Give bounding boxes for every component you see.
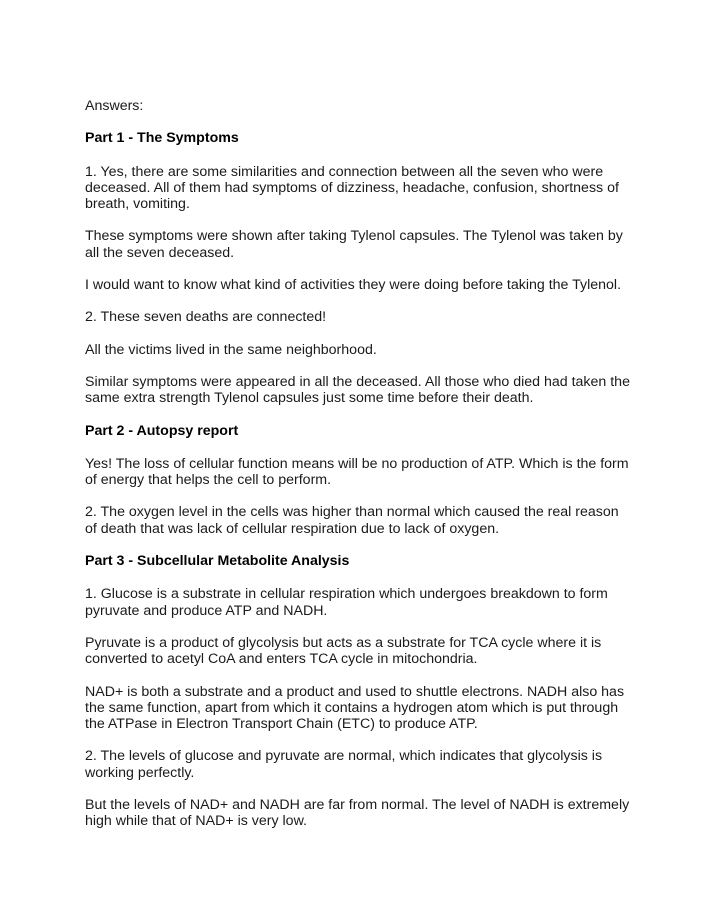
part1-paragraph: Similar symptoms were appeared in all the deceased. All those who died had taken the same extra strength Tylenol capsules just some time before their death. xyxy=(85,373,630,407)
part3-paragraph: NAD+ is both a substrate and a product and used to shuttle electrons. NADH also has the same function, apart from which it contains a hydrogen atom which is put through the ATPase in Electron Transport Chain (ETC) to produce ATP. xyxy=(85,683,625,733)
part3-heading: Part 3 - Subcellular Metabolite Analysis xyxy=(85,553,350,570)
part1-paragraph: All the victims lived in the same neighborhood. xyxy=(85,341,377,358)
part1-heading: Part 1 - The Symptoms xyxy=(85,130,239,147)
part2-heading: Part 2 - Autopsy report xyxy=(85,422,239,439)
part3-paragraph: But the levels of NAD+ and NADH are far from normal. The level of NADH is extremely high while that of NAD+ is very low. xyxy=(85,797,630,830)
part1-paragraph: 1. Yes, there are some similarities and connection between all the seven who were deceased. All of them had symptoms of dizziness, headache, confusion, shortness of breath, vomiting. xyxy=(85,163,619,213)
part1-paragraph: These symptoms were shown after taking Tylenol capsules. The Tylenol was taken by all the seven deceased. xyxy=(85,228,623,261)
part2-paragraph: 2. The oxygen level in the cells was higher than normal which caused the real reason of death that was lack of cellular respiration due to lack of oxygen. xyxy=(85,504,619,537)
document-page xyxy=(85,98,633,846)
part3-paragraph: 2. The levels of glucose and pyruvate are normal, which indicates that glycolysis is working perfectly. xyxy=(85,748,603,781)
part2-paragraph: Yes! The loss of cellular function means will be no production of ATP. Which is the form of energy that helps the cell to perform. xyxy=(85,455,629,489)
part1-paragraph: 2. These seven deaths are connected! xyxy=(85,309,327,326)
answers-label: Answers: xyxy=(85,98,144,114)
part1-paragraph: I would want to know what kind of activities they were doing before taking the Tylenol. xyxy=(85,277,622,294)
part3-paragraph: 1. Glucose is a substrate in cellular respiration which undergoes breakdown to form pyruvate and produce ATP and NADH. xyxy=(85,586,608,619)
part3-paragraph: Pyruvate is a product of glycolysis but acts as a substrate for TCA cycle where it is converted to acetyl CoA and enters TCA cycle in mitochondria. xyxy=(85,634,602,668)
